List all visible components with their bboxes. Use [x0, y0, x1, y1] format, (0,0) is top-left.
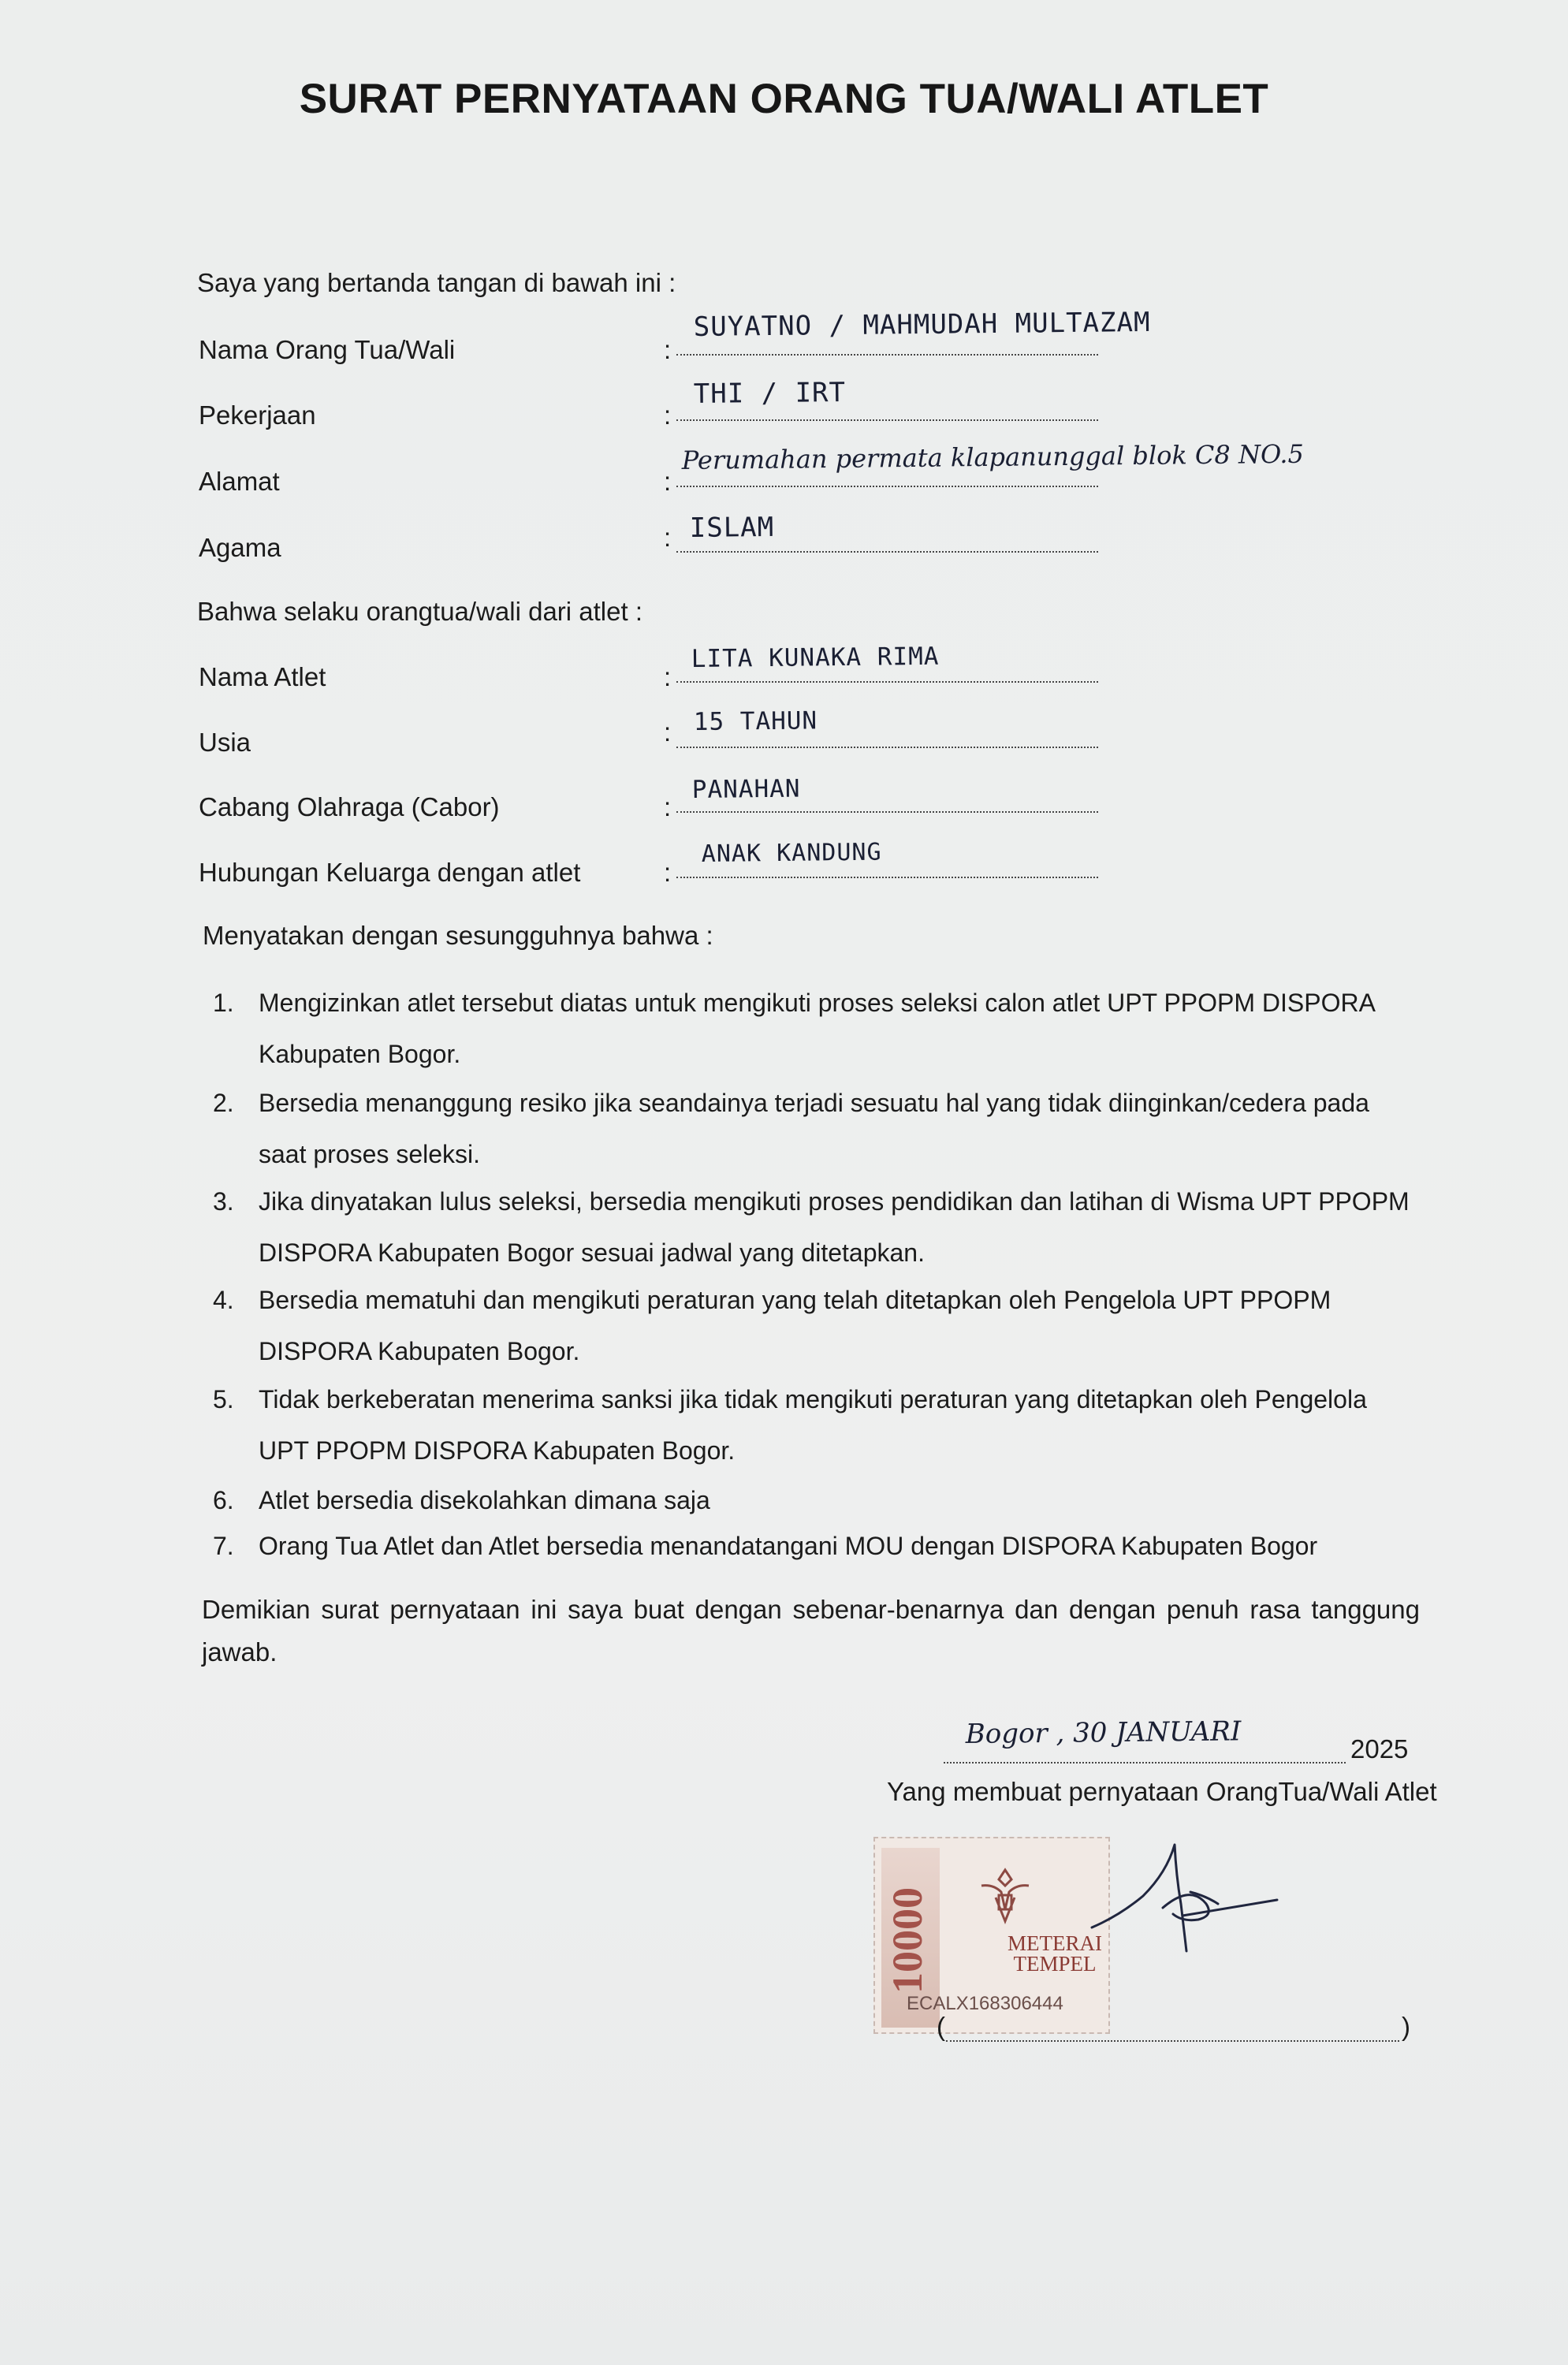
field-line	[676, 354, 1098, 356]
field-colon: :	[664, 523, 672, 552]
meterai-stamp	[873, 1837, 1110, 2034]
list-item-text: Bersedia menanggung resiko jika seandainya terjadi sesuatu hal yang tidak diinginkan/cedera pada saat proses seleksi.	[259, 1089, 1369, 1168]
handwritten-religion: ISLAM	[689, 511, 775, 544]
garuda-emblem-icon	[966, 1862, 1045, 1933]
field-line	[676, 811, 1098, 813]
list-item-text: Mengizinkan atlet tersebut diatas untuk mengikuti proses seleksi calon atlet UPT PPOPM DISPORA Kabupaten Bogor.	[259, 989, 1375, 1068]
intro-parent: Saya yang bertanda tangan di bawah ini :	[197, 268, 676, 297]
signature-bracket-close: )	[1402, 2012, 1410, 2041]
handwritten-occupation: THI / IRT	[693, 376, 847, 410]
field-label-athlete-name: Nama Atlet	[199, 662, 326, 691]
field-line	[676, 681, 1098, 683]
handwritten-address: Perumahan permata klapanunggal blok C8 NO.5	[681, 438, 1305, 475]
list-item-text: Orang Tua Atlet dan Atlet bersedia menandatangani MOU dengan DISPORA Kabupaten Bogor	[259, 1532, 1318, 1560]
date-line	[944, 1762, 1346, 1764]
list-item-number: 2.	[213, 1089, 234, 1117]
field-line	[676, 419, 1098, 421]
intro-athlete: Bahwa selaku orangtua/wali dari atlet :	[197, 597, 642, 626]
handwritten-relationship: ANAK KANDUNG	[701, 838, 882, 868]
closing-paragraph: Demikian surat pernyataan ini saya buat dengan sebenar-benarnya dan dengan penuh rasa tanggung jawab.	[202, 1595, 1420, 1667]
field-line	[676, 486, 1098, 487]
field-colon: :	[664, 400, 672, 430]
list-item-text: Tidak berkeberatan menerima sanksi jika tidak mengikuti peraturan yang ditetapkan oleh Pengelola UPT PPOPM DISPORA Kabupaten Bogor.	[259, 1385, 1367, 1465]
handwritten-parent-name: SUYATNO / MAHMUDAH MULTAZAM	[693, 306, 1151, 343]
list-item-number: 7.	[213, 1532, 234, 1560]
field-label-sport: Cabang Olahraga (Cabor)	[199, 792, 500, 821]
field-colon: :	[664, 717, 672, 747]
field-label-relationship: Hubungan Keluarga dengan atlet	[199, 858, 581, 887]
handwritten-date: Bogor , 30 JANUARI	[965, 1715, 1242, 1750]
handwritten-athlete-name: LITA KUNAKA RIMA	[691, 642, 940, 673]
list-item	[213, 1475, 1411, 1521]
stamp-label: METERAI TEMPEL	[1007, 1931, 1102, 1976]
field-label-parent-name: Nama Orang Tua/Wali	[199, 335, 456, 364]
field-colon: :	[664, 662, 672, 691]
list-item-text: Atlet bersedia disekolahkan dimana saja	[259, 1486, 710, 1514]
stamp-serial: ECALX168306444	[907, 1993, 1063, 2014]
document-title: SURAT PERNYATAAN ORANG TUA/WALI ATLET	[299, 76, 1269, 122]
list-item-number: 5.	[213, 1385, 234, 1413]
field-colon: :	[664, 858, 672, 887]
signature-bracket-open: (	[937, 2012, 945, 2041]
list-item	[213, 1521, 1411, 1572]
handwritten-age: 15 TAHUN	[693, 706, 818, 736]
field-line	[676, 551, 1098, 553]
field-label-occupation: Pekerjaan	[199, 400, 316, 430]
list-item	[213, 1078, 1411, 1176]
field-label-age: Usia	[199, 728, 251, 757]
field-colon: :	[664, 792, 672, 821]
field-line	[676, 877, 1098, 878]
list-item	[213, 1275, 1411, 1374]
list-item	[213, 978, 1411, 1078]
list-item-text: Jika dinyatakan lulus seleksi, bersedia mengikuti proses pendidikan dan latihan di Wisma UPT PPOPM DISPORA Kabupaten Bogor sesuai jadwal yang ditetapkan.	[259, 1187, 1410, 1267]
field-colon: :	[664, 335, 672, 364]
stamp-value: 10000	[884, 1887, 931, 1994]
intro-statement: Menyatakan dengan sesungguhnya bahwa :	[203, 921, 713, 950]
list-item	[213, 1176, 1411, 1275]
list-item-number: 1.	[213, 989, 234, 1017]
signature-line	[946, 2040, 1399, 2042]
maker-label: Yang membuat pernyataan OrangTua/Wali Atlet	[887, 1777, 1437, 1806]
field-label-address: Alamat	[199, 467, 280, 496]
list-item-text: Bersedia mematuhi dan mengikuti peraturan yang telah ditetapkan oleh Pengelola UPT PPOPM DISPORA Kabupaten Bogor.	[259, 1286, 1331, 1365]
list-item-number: 6.	[213, 1486, 234, 1514]
date-year: 2025	[1350, 1734, 1409, 1764]
list-item	[213, 1374, 1411, 1475]
field-label-religion: Agama	[199, 533, 281, 562]
list-item-number: 3.	[213, 1187, 234, 1216]
signature-scribble	[1088, 1829, 1285, 1955]
statement-list	[213, 978, 1411, 1572]
list-item-number: 4.	[213, 1286, 234, 1314]
field-colon: :	[664, 467, 672, 496]
handwritten-sport: PANAHAN	[691, 774, 801, 804]
field-line	[676, 747, 1098, 748]
